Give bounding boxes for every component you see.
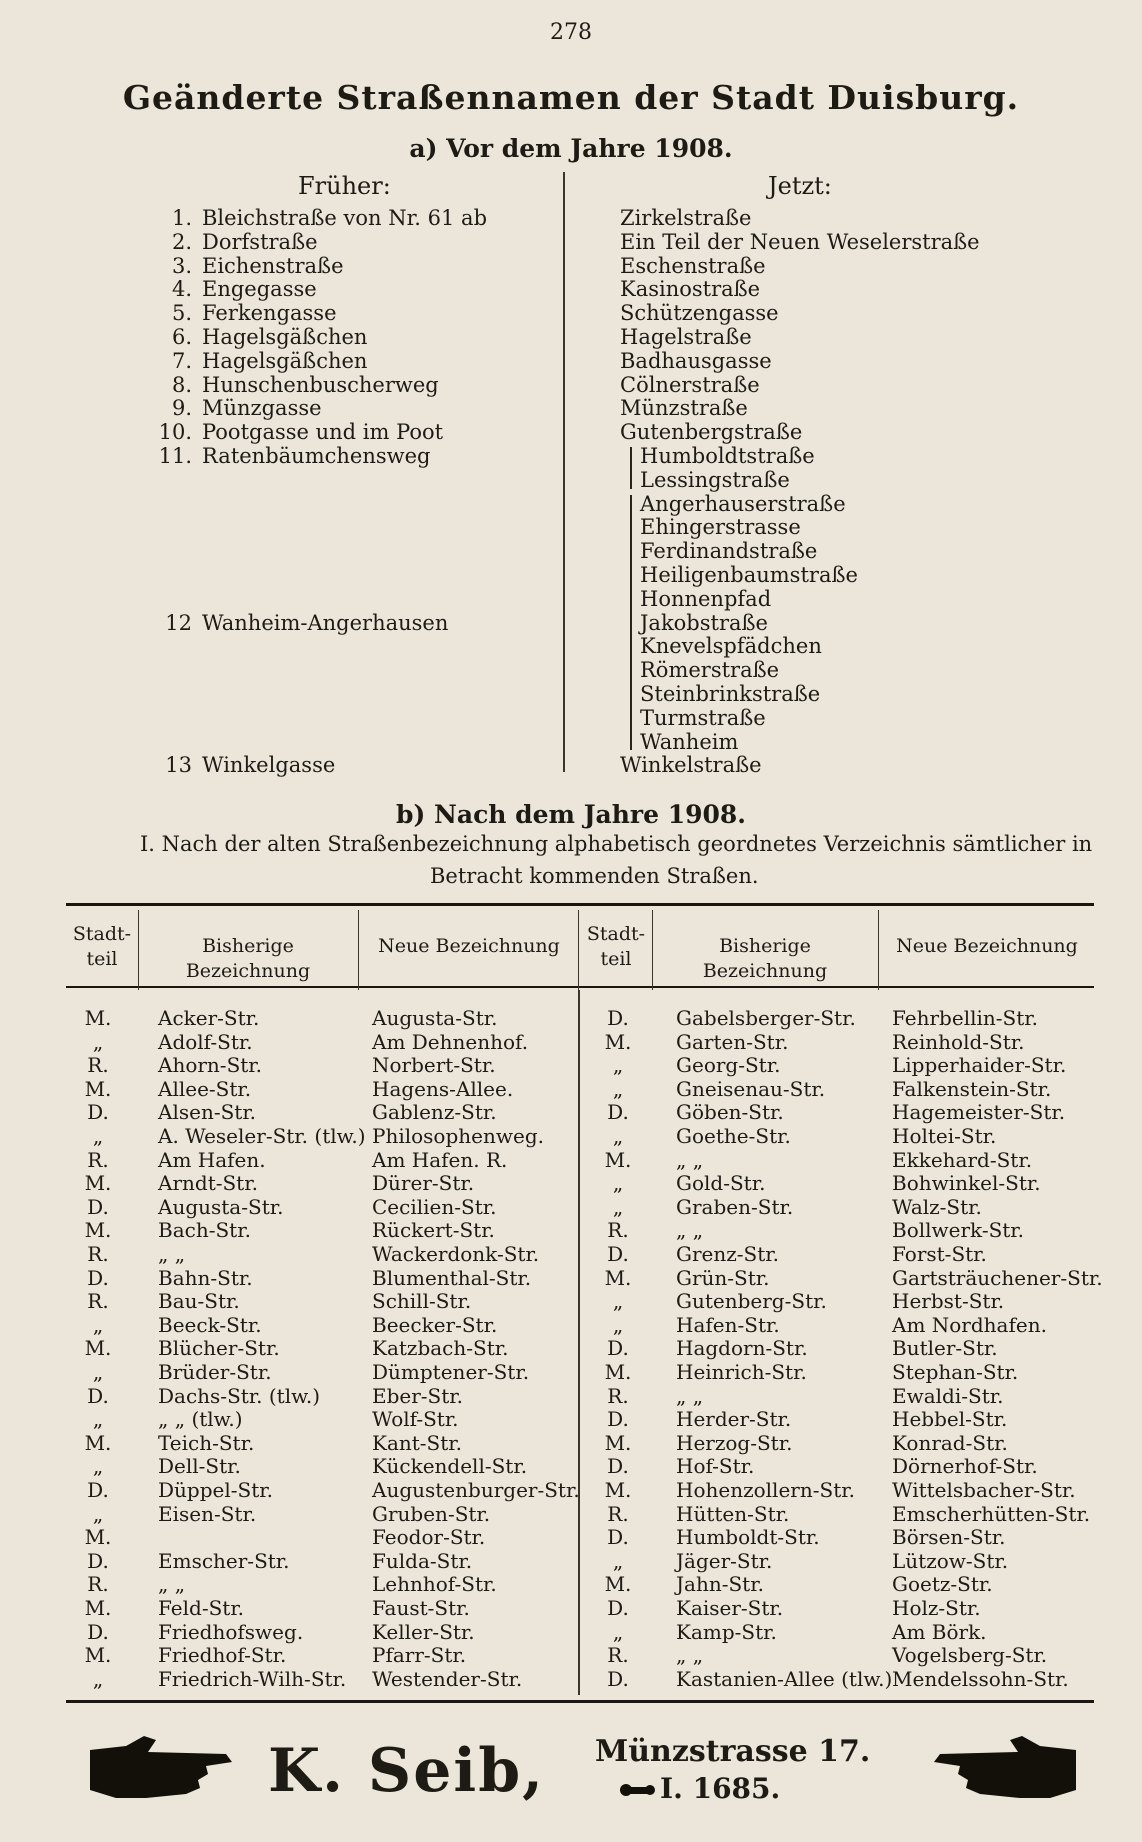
table-cell-new-name: Faust-Str. [372, 1596, 470, 1620]
table-cell-old-name: „ „ [158, 1572, 186, 1597]
table-cell-stadtteil: M. [604, 1029, 632, 1054]
table-cell-stadtteil: M. [604, 1478, 632, 1502]
table-cell-stadtteil: „ [612, 1171, 624, 1196]
list-item-new-name: Münzstraße [620, 396, 748, 421]
table-cell-stadtteil: „ [612, 1619, 624, 1644]
table-cell-new-name: Rückert-Str. [372, 1218, 495, 1243]
table-cell-stadtteil: M. [604, 1430, 632, 1455]
list-item-new-name: Zirkelstraße [620, 206, 752, 230]
list-item-new-name: Turmstraße [640, 705, 766, 730]
table-cell-old-name: Dachs-Str. (tlw.) [158, 1383, 321, 1408]
table-cell-new-name: Bohwinkel-Str. [892, 1171, 1041, 1196]
table-cell-new-name: Lehnhof-Str. [372, 1572, 497, 1597]
table-cell-stadtteil: R. [607, 1501, 629, 1526]
table-cell-stadtteil: „ [612, 1194, 624, 1219]
table-cell-old-name: Ahorn-Str. [158, 1053, 263, 1078]
table-cell-stadtteil: D. [87, 1619, 109, 1644]
table-cell-old-name: Bahn-Str. [158, 1265, 253, 1290]
table-cell-new-name: Kückendell-Str. [372, 1454, 528, 1479]
table-cell-new-name: Forst-Str. [892, 1242, 987, 1266]
table-cell-new-name: Pfarr-Str. [372, 1643, 467, 1668]
list-item-old-name: Ferkengasse [202, 301, 337, 326]
table-cell-old-name: Hof-Str. [676, 1454, 755, 1479]
list-item-old-name: Winkelgasse [202, 753, 336, 778]
group-bracket [630, 447, 632, 489]
table-cell-new-name: Am Hafen. R. [372, 1147, 508, 1172]
table-cell-new-name: Holz-Str. [892, 1596, 981, 1620]
list-item-new-name: Schützengasse [620, 301, 779, 326]
advertiser-name: K. Seib, [268, 1736, 546, 1806]
table-cell-stadtteil: R. [87, 1053, 109, 1078]
table-cell-new-name: Am Dehnenhof. [372, 1029, 529, 1054]
list-item-new-name: Cölnerstraße [620, 372, 760, 397]
table-cell-old-name: Blücher-Str. [158, 1336, 280, 1361]
table-cell-new-name: Am Nordhafen. [892, 1312, 1047, 1337]
table-top-rule [66, 903, 1094, 906]
list-item-new-name: Ehingerstrasse [640, 515, 801, 540]
table-cell-new-name: Norbert-Str. [372, 1053, 496, 1078]
table-cell-stadtteil: M. [84, 1643, 112, 1668]
pointing-hand-right-icon [86, 1728, 236, 1812]
table-cell-old-name: A. Weseler-Str. (tlw.) [158, 1124, 366, 1148]
table-cell-new-name: Gablenz-Str. [372, 1100, 497, 1125]
list-item-old-name: Wanheim-Angerhausen [202, 610, 449, 635]
table-cell-old-name: „ „ (tlw.) [158, 1407, 243, 1432]
table-cell-stadtteil: D. [607, 1596, 629, 1620]
table-cell-old-name: Hütten-Str. [676, 1501, 790, 1526]
table-cell-stadtteil: D. [607, 1006, 629, 1030]
list-item-new-name: Angerhauserstraße [640, 491, 846, 516]
table-cell-new-name: Wittelsbacher-Str. [892, 1478, 1076, 1502]
list-item-number: 6. [171, 325, 192, 349]
table-cell-new-name: Gruben-Str. [372, 1501, 491, 1526]
table-cell-stadtteil: M. [84, 1336, 112, 1361]
list-item-new-name: Winkelstraße [620, 753, 762, 778]
table-cell-old-name: Bach-Str. [158, 1218, 251, 1243]
table-cell-stadtteil: „ [92, 1029, 104, 1054]
table-cell-stadtteil: M. [604, 1147, 632, 1172]
table-cell-stadtteil: M. [84, 1006, 112, 1030]
table-cell-old-name: Goethe-Str. [676, 1124, 791, 1148]
table-cell-new-name: Reinhold-Str. [892, 1029, 1025, 1054]
table-cell-stadtteil: D. [607, 1336, 629, 1361]
list-item-new-name: Gutenbergstraße [620, 420, 803, 445]
advertiser-phone: I. 1685. [660, 1772, 781, 1805]
table-cell-new-name: Walz-Str. [892, 1194, 982, 1219]
table-cell-stadtteil: R. [87, 1242, 109, 1266]
table-cell-new-name: Wackerdonk-Str. [372, 1242, 540, 1266]
pointing-hand-left-icon [930, 1728, 1080, 1812]
table-cell-old-name: Jäger-Str. [676, 1548, 773, 1573]
table-middle-rule [578, 990, 580, 1695]
header-new-left: Neue Bezeichnung [378, 935, 560, 957]
table-cell-new-name: Goetz-Str. [892, 1572, 993, 1597]
table-cell-new-name: Schill-Str. [372, 1289, 472, 1314]
table-cell-new-name: Dörnerhof-Str. [892, 1454, 1038, 1479]
list-item-number: 7. [171, 348, 192, 373]
table-cell-old-name: Friedhof-Str. [158, 1643, 287, 1668]
list-item-new-name: Ein Teil der Neuen Weselerstraße [620, 229, 980, 254]
list-item-new-name: Honnenpfad [640, 586, 772, 611]
table-cell-new-name: Dürer-Str. [372, 1171, 475, 1196]
table-cell-stadtteil: M. [84, 1076, 112, 1101]
table-cell-old-name: Graben-Str. [676, 1194, 794, 1219]
table-cell-stadtteil: „ [612, 1548, 624, 1573]
list-item-number: 10. [158, 420, 192, 445]
table-cell-old-name: „ „ [158, 1242, 186, 1266]
table-cell-stadtteil: „ [92, 1666, 104, 1691]
telephone-icon [620, 1780, 656, 1804]
list-item-old-name: Ratenbäumchensweg [202, 444, 431, 468]
table-cell-old-name: Friedhofsweg. [158, 1619, 304, 1644]
list-item-new-name: Lessingstraße [640, 467, 790, 492]
table-cell-new-name: Eber-Str. [372, 1383, 464, 1408]
table-cell-new-name: Holtei-Str. [892, 1124, 997, 1148]
table-cell-old-name: Emscher-Str. [158, 1548, 290, 1573]
table-cell-new-name: Lützow-Str. [892, 1548, 1009, 1573]
table-cell-new-name: Hebbel-Str. [892, 1407, 1008, 1432]
list-item-new-name: Eschenstraße [620, 253, 766, 278]
table-cell-old-name: Düppel-Str. [158, 1478, 273, 1502]
table-cell-stadtteil: M. [84, 1596, 112, 1620]
table-cell-stadtteil: R. [607, 1643, 629, 1668]
table-cell-stadtteil: „ [612, 1312, 624, 1337]
table-cell-new-name: Butler-Str. [892, 1336, 998, 1361]
table-cell-stadtteil: R. [87, 1147, 109, 1172]
table-cell-old-name: Allee-Str. [158, 1076, 252, 1101]
section-a-divider [563, 172, 565, 772]
list-item-old-name: Hagelsgäßchen [202, 348, 368, 373]
list-item-number: 5. [171, 301, 192, 326]
table-cell-old-name: Feld-Str. [158, 1596, 245, 1620]
header-old-left: Bisherige Bezeichnung [185, 935, 311, 982]
list-item-old-name: Pootgasse und im Poot [202, 420, 444, 445]
table-cell-old-name: Augusta-Str. [158, 1194, 284, 1219]
table-cell-new-name: Konrad-Str. [892, 1430, 1008, 1455]
table-cell-stadtteil: M. [84, 1525, 112, 1550]
table-cell-stadtteil: M. [84, 1430, 112, 1455]
list-item-old-name: Bleichstraße von Nr. 61 ab [202, 206, 488, 230]
advertiser-address: Münzstrasse 17. [595, 1734, 871, 1769]
list-item-new-name: Heiligenbaumstraße [640, 563, 858, 587]
table-cell-old-name: Hafen-Str. [676, 1312, 780, 1337]
table-cell-old-name: Georg-Str. [676, 1053, 781, 1078]
list-item-old-name: Hagelsgäßchen [202, 325, 368, 349]
list-item-old-name: Engegasse [202, 277, 317, 302]
table-cell-stadtteil: D. [87, 1478, 109, 1502]
list-item-number: 8. [171, 372, 192, 397]
table-cell-old-name: Heinrich-Str. [676, 1360, 807, 1384]
table-cell-old-name: Teich-Str. [158, 1430, 255, 1455]
header-vline [358, 910, 359, 990]
table-cell-stadtteil: M. [604, 1265, 632, 1290]
table-cell-old-name: Grün-Str. [676, 1265, 770, 1290]
table-cell-new-name: Beecker-Str. [372, 1312, 498, 1337]
section-b-intro-line1: I. Nach der alten Straßenbezeichnung alphabetisch geordnetes Verzeichnis sämtlicher in [140, 832, 1093, 856]
table-cell-old-name: Grenz-Str. [676, 1242, 780, 1266]
header-vline [878, 910, 879, 990]
header-teil-left: Stadt-teil [72, 923, 132, 970]
table-cell-new-name: Katzbach-Str. [372, 1336, 509, 1361]
table-cell-stadtteil: „ [612, 1289, 624, 1314]
table-cell-old-name: Jahn-Str. [676, 1572, 764, 1597]
table-cell-old-name: Hagdorn-Str. [676, 1336, 808, 1361]
section-a-col-new-header: Jetzt: [768, 172, 832, 200]
table-cell-new-name: Wolf-Str. [372, 1407, 459, 1432]
table-cell-new-name: Stephan-Str. [892, 1360, 1019, 1384]
table-cell-old-name: Herder-Str. [676, 1407, 792, 1432]
table-cell-new-name: Kant-Str. [372, 1430, 462, 1455]
table-cell-stadtteil: „ [92, 1454, 104, 1479]
section-a-heading: a) Vor dem Jahre 1908. [409, 134, 733, 163]
table-cell-new-name: Blumenthal-Str. [372, 1265, 532, 1290]
table-cell-old-name: Acker-Str. [158, 1006, 260, 1030]
table-cell-old-name: Kamp-Str. [676, 1619, 777, 1644]
table-cell-new-name: Emscherhütten-Str. [892, 1501, 1091, 1526]
table-cell-old-name: Humboldt-Str. [676, 1525, 820, 1550]
table-cell-old-name: Kaiser-Str. [676, 1596, 784, 1620]
list-item-number: 4. [171, 277, 192, 302]
table-cell-stadtteil: D. [607, 1242, 629, 1266]
table-cell-stadtteil: „ [612, 1076, 624, 1101]
table-cell-stadtteil: D. [87, 1548, 109, 1573]
table-cell-old-name: „ „ [676, 1383, 704, 1408]
table-cell-stadtteil: M. [604, 1572, 632, 1597]
group-bracket [630, 495, 632, 751]
table-cell-stadtteil: D. [607, 1666, 629, 1691]
page-number: 278 [550, 20, 592, 45]
table-cell-stadtteil: „ [612, 1124, 624, 1148]
list-item-number: 13 [165, 753, 192, 778]
table-cell-old-name: Hohenzollern-Str. [676, 1478, 855, 1502]
list-item-new-name: Humboldtstraße [640, 444, 815, 468]
table-cell-old-name: Herzog-Str. [676, 1430, 793, 1455]
table-cell-new-name: Dümptener-Str. [372, 1360, 530, 1384]
table-cell-old-name: Friedrich-Wilh-Str. [158, 1666, 347, 1691]
list-item-new-name: Hagelstraße [620, 325, 752, 349]
header-vline [652, 910, 653, 990]
table-cell-new-name: Cecilien-Str. [372, 1194, 497, 1219]
table-cell-new-name: Herbst-Str. [892, 1289, 1005, 1314]
table-cell-stadtteil: „ [92, 1360, 104, 1384]
header-vline [138, 910, 139, 990]
table-cell-new-name: Börsen-Str. [892, 1525, 1006, 1550]
table-cell-new-name: Feodor-Str. [372, 1525, 486, 1550]
list-item-number: 11. [158, 444, 192, 468]
section-a-col-old-header: Früher: [298, 172, 391, 200]
list-item-new-name: Knevelspfädchen [640, 634, 822, 659]
table-cell-new-name: Fulda-Str. [372, 1548, 473, 1573]
table-cell-new-name: Philosophenweg. [372, 1124, 544, 1148]
table-cell-stadtteil: D. [607, 1407, 629, 1432]
table-cell-stadtteil: „ [92, 1312, 104, 1337]
table-cell-stadtteil: „ [92, 1407, 104, 1432]
table-header-rule [66, 986, 1094, 988]
table-cell-old-name: Bau-Str. [158, 1289, 240, 1314]
table-cell-new-name: Ekkehard-Str. [892, 1147, 1033, 1172]
table-cell-new-name: Hagemeister-Str. [892, 1100, 1066, 1125]
table-cell-old-name: Alsen-Str. [158, 1100, 257, 1125]
table-cell-new-name: Augusta-Str. [372, 1006, 498, 1030]
page-title: Geänderte Straßennamen der Stadt Duisburg. [122, 78, 1020, 117]
table-cell-new-name: Gartsträuchener-Str. [892, 1265, 1103, 1290]
header-new-right: Neue Bezeichnung [896, 935, 1078, 957]
table-cell-new-name: Ewaldi-Str. [892, 1383, 1004, 1408]
list-item-new-name: Kasinostraße [620, 277, 761, 302]
table-cell-stadtteil: R. [87, 1572, 109, 1597]
table-cell-new-name: Bollwerk-Str. [892, 1218, 1025, 1243]
table-cell-stadtteil: D. [87, 1100, 109, 1125]
header-vline [578, 910, 579, 990]
list-item-new-name: Römerstraße [640, 658, 780, 683]
table-cell-new-name: Falkenstein-Str. [892, 1076, 1052, 1101]
section-b-heading: b) Nach dem Jahre 1908. [396, 800, 746, 829]
table-cell-stadtteil: M. [84, 1171, 112, 1196]
table-cell-stadtteil: R. [87, 1289, 109, 1314]
table-cell-stadtteil: „ [92, 1501, 104, 1526]
header-teil-right: Stadt-teil [586, 923, 646, 970]
table-cell-stadtteil: R. [607, 1218, 629, 1243]
table-cell-stadtteil: D. [87, 1383, 109, 1408]
table-cell-old-name: Göben-Str. [676, 1100, 784, 1125]
table-cell-stadtteil: M. [604, 1360, 632, 1384]
table-cell-old-name: „ „ [676, 1643, 704, 1668]
list-item-number: 1. [171, 206, 192, 230]
table-cell-old-name: Gutenberg-Str. [676, 1289, 827, 1314]
table-cell-old-name: Garten-Str. [676, 1029, 789, 1054]
table-cell-old-name: Kastanien-Allee (tlw.) [676, 1666, 893, 1691]
list-item-new-name: Badhausgasse [620, 348, 772, 373]
table-cell-old-name: Am Hafen. [158, 1147, 266, 1172]
table-cell-old-name: Gold-Str. [676, 1171, 766, 1196]
table-cell-new-name: Mendelssohn-Str. [892, 1666, 1069, 1691]
list-item-number: 2. [171, 229, 192, 254]
list-item-old-name: Eichenstraße [202, 253, 344, 278]
table-cell-old-name: Gneisenau-Str. [676, 1076, 826, 1101]
section-b-intro-line2: Betracht kommenden Straßen. [430, 864, 759, 888]
table-cell-stadtteil: D. [607, 1100, 629, 1125]
list-item-new-name: Steinbrinkstraße [640, 682, 821, 706]
list-item-new-name: Jakobstraße [640, 610, 768, 635]
table-cell-new-name: Augustenburger-Str. [372, 1478, 580, 1502]
table-cell-new-name: Lipperhaider-Str. [892, 1053, 1067, 1078]
header-old-right: Bisherige Bezeichnung [702, 935, 828, 982]
table-cell-old-name: Brüder-Str. [158, 1360, 272, 1384]
table-cell-stadtteil: „ [92, 1124, 104, 1148]
list-item-number: 9. [171, 396, 192, 421]
table-cell-old-name: „ „ [676, 1218, 704, 1243]
table-cell-stadtteil: D. [87, 1194, 109, 1219]
table-cell-new-name: Vogelsberg-Str. [892, 1643, 1048, 1668]
table-cell-old-name: Beeck-Str. [158, 1312, 262, 1337]
list-item-old-name: Münzgasse [202, 396, 322, 421]
list-item-new-name: Ferdinandstraße [640, 539, 818, 564]
table-cell-stadtteil: „ [612, 1053, 624, 1078]
list-item-old-name: Hunschenbuscherweg [202, 372, 439, 397]
table-cell-old-name: Adolf-Str. [158, 1029, 253, 1054]
table-cell-stadtteil: D. [87, 1265, 109, 1290]
table-cell-new-name: Westender-Str. [372, 1666, 523, 1691]
table-cell-old-name: Arndt-Str. [158, 1171, 258, 1196]
list-item-old-name: Dorfstraße [202, 229, 318, 254]
table-cell-old-name: „ „ [676, 1147, 704, 1172]
table-cell-stadtteil: D. [607, 1525, 629, 1550]
advertisement-banner [0, 1728, 1142, 1818]
list-item-number: 12 [165, 610, 192, 635]
table-cell-stadtteil: R. [607, 1383, 629, 1408]
table-bottom-rule [66, 1700, 1094, 1703]
table-cell-new-name: Keller-Str. [372, 1619, 475, 1644]
table-cell-old-name: Eisen-Str. [158, 1501, 257, 1526]
table-cell-old-name: Gabelsberger-Str. [676, 1006, 856, 1030]
list-item-number: 3. [171, 253, 192, 278]
table-cell-stadtteil: D. [607, 1454, 629, 1479]
table-cell-new-name: Fehrbellin-Str. [892, 1006, 1038, 1030]
list-item-new-name: Wanheim [640, 729, 739, 754]
table-cell-old-name: Dell-Str. [158, 1454, 241, 1479]
table-cell-stadtteil: M. [84, 1218, 112, 1243]
table-cell-new-name: Am Börk. [892, 1619, 987, 1644]
table-cell-new-name: Hagens-Allee. [372, 1076, 514, 1101]
